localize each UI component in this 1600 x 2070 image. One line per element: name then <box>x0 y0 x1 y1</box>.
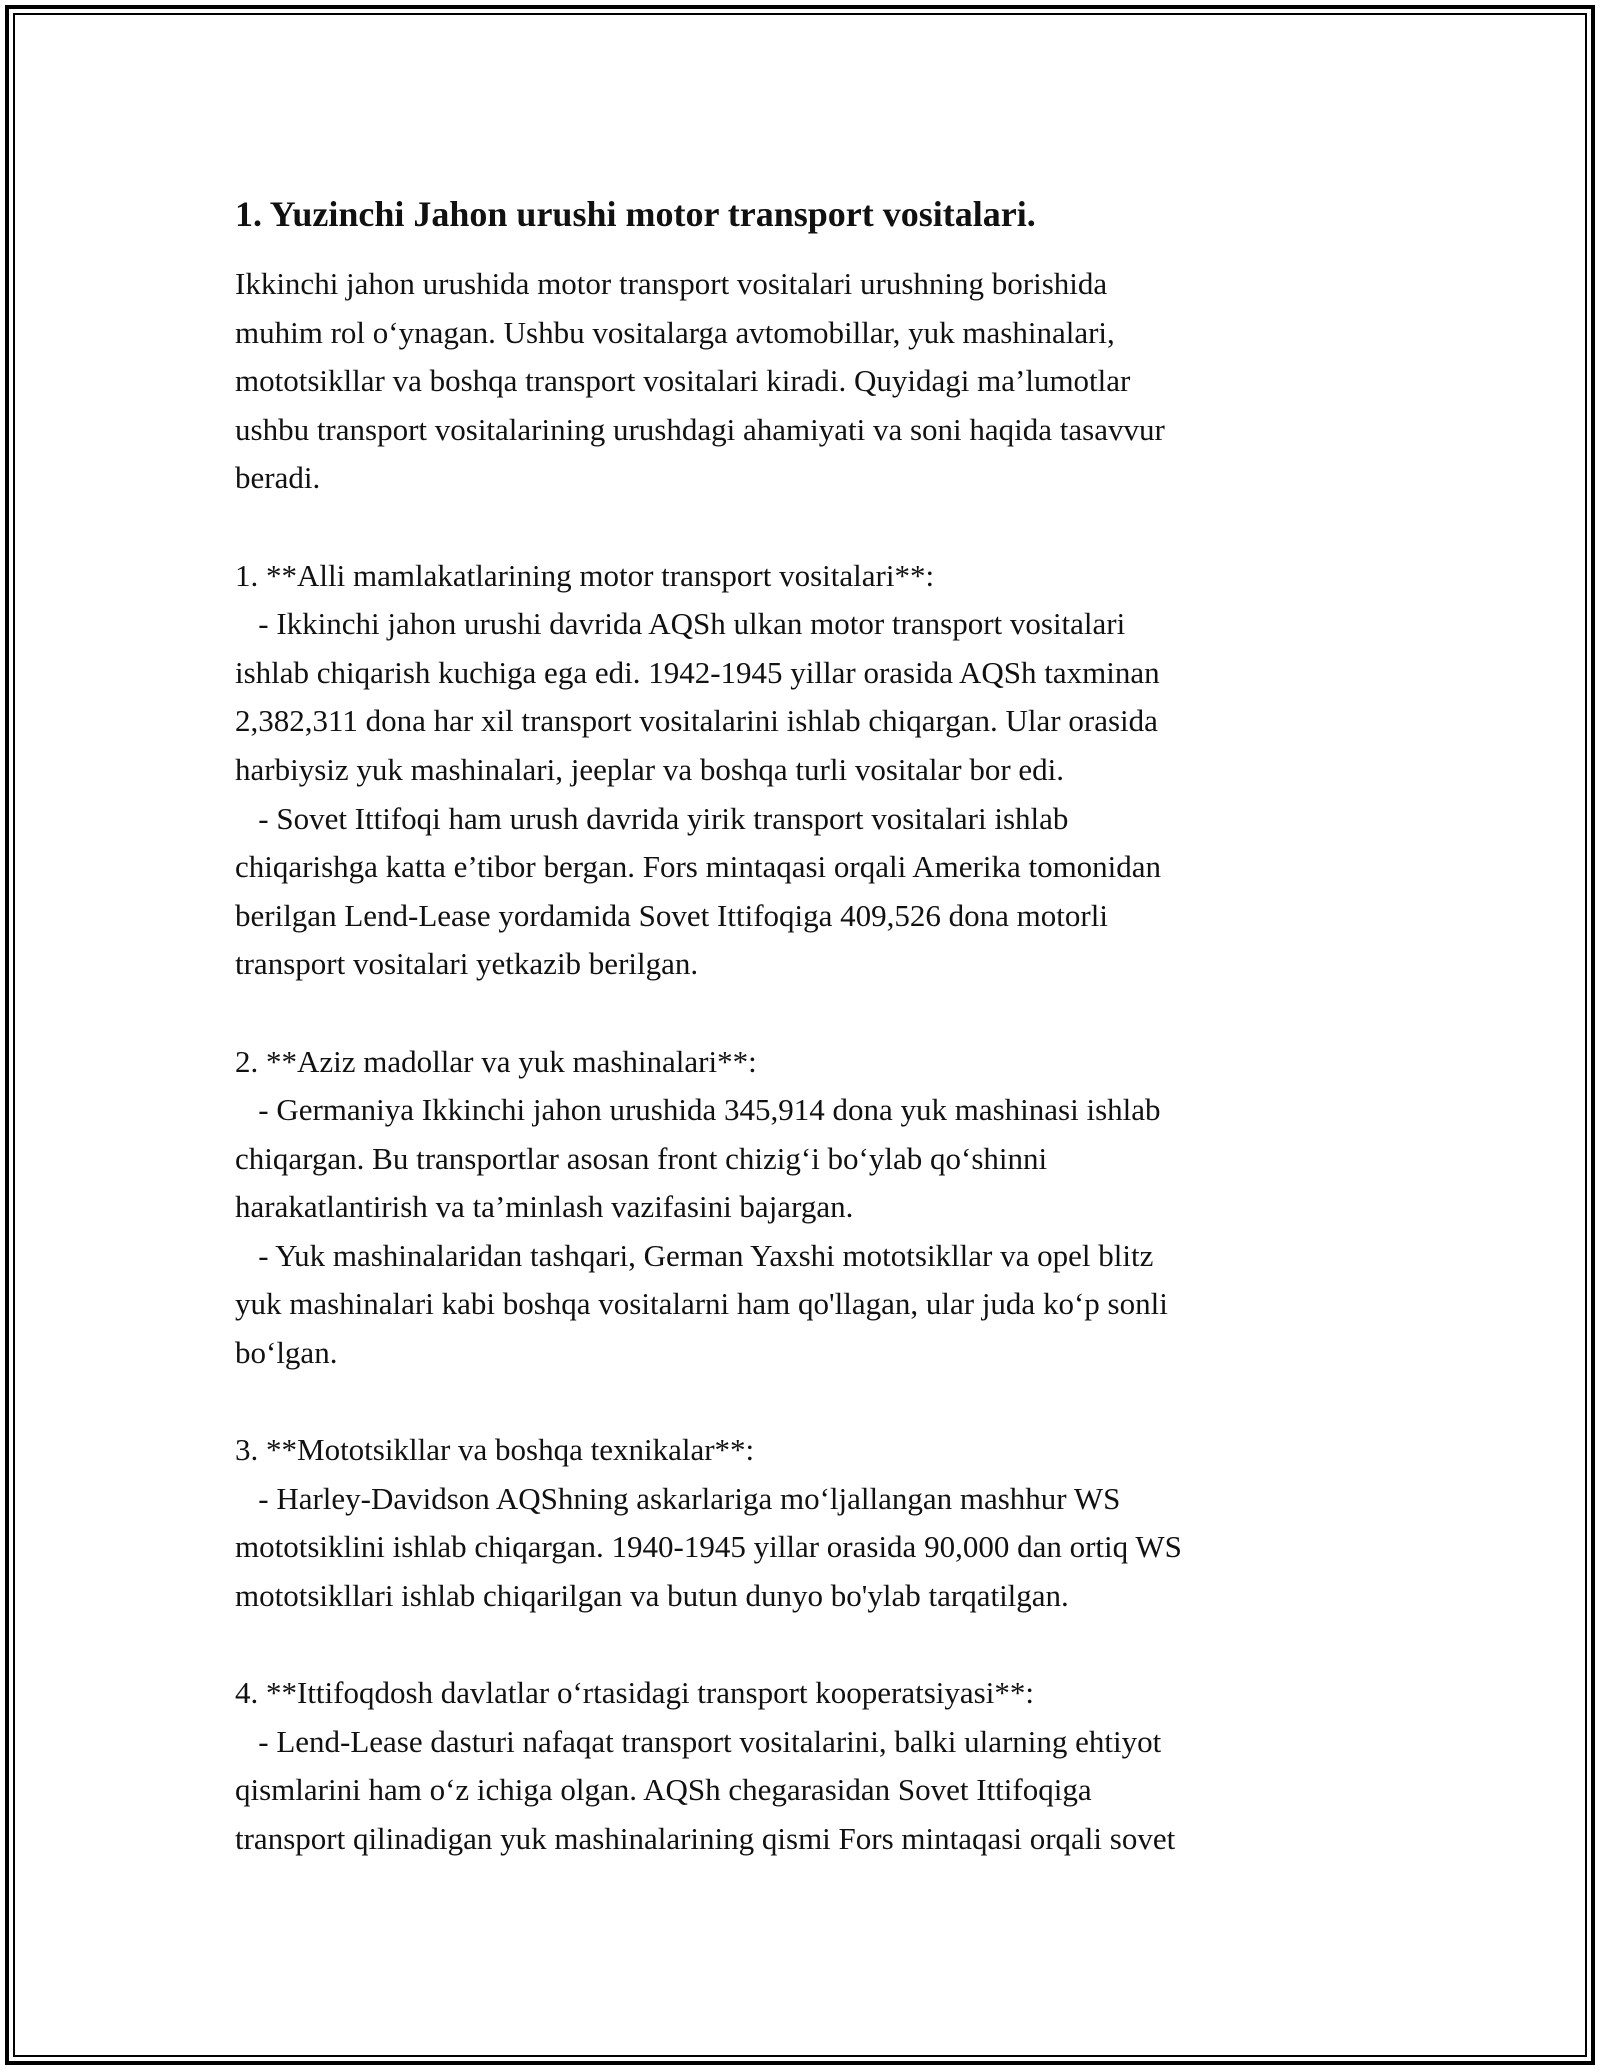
text-line: - Ikkinchi jahon urushi davrida AQSh ulkan motor transport vositalari <box>235 606 1126 642</box>
text-line: transport qilinadigan yuk mashinalarining qismi Fors mintaqasi orqali sovet <box>235 1821 1176 1856</box>
paragraph-spacer <box>235 1621 1375 1670</box>
text-line: yuk mashinalari kabi boshqa vositalarni ham qo'llagan, ular juda ko‘p sonli <box>235 1286 1168 1322</box>
section-heading: 1. **Alli mamlakatlarining motor transport vositalari**: <box>235 557 935 593</box>
paragraph-spacer <box>235 989 1375 1038</box>
text-line: bo‘lgan. <box>235 1335 338 1371</box>
section-2 <box>235 1038 1375 1378</box>
paragraph-spacer <box>235 1378 1375 1427</box>
text-line: mototsikllar va boshqa transport vositalari kiradi. Quyidagi ma’lumotlar <box>235 363 1131 399</box>
document-title: 1. Yuzinchi Jahon urushi motor transport vositalari. <box>235 194 1036 234</box>
intro-paragraph <box>235 260 1375 503</box>
text-line: Ikkinchi jahon urushida motor transport vositalari urushning borishida <box>235 266 1108 301</box>
text-line: berilgan Lend-Lease yordamida Sovet Ittifoqiga 409,526 dona motorli <box>235 897 1108 933</box>
section-heading: 4. **Ittifoqdosh davlatlar o‘rtasidagi transport kooperatsiyasi**: <box>235 1675 1034 1711</box>
text-line: chiqarishga katta e’tibor bergan. Fors mintaqasi orqali Amerika tomonidan <box>235 849 1162 885</box>
text-line: - Yuk mashinalaridan tashqari, German Yaxshi mototsikllar va opel blitz <box>235 1237 1154 1273</box>
text-line: ushbu transport vositalarining urushdagi ahamiyati va soni haqida tasavvur <box>235 411 1165 447</box>
text-line: - Germaniya Ikkinchi jahon urushida 345,914 dona yuk mashinasi ishlab <box>235 1092 1161 1128</box>
section-heading: 3. **Mototsikllar va boshqa texnikalar**: <box>235 1432 755 1468</box>
text-line: 2,382,311 dona har xil transport vositalarini ishlab chiqargan. Ular orasida <box>235 703 1158 739</box>
section-3 <box>235 1426 1375 1620</box>
text-line: - Sovet Ittifoqi ham urush davrida yirik transport vositalari ishlab <box>235 800 1069 836</box>
text-line: qismlarini ham o‘z ichiga olgan. AQSh chegarasidan Sovet Ittifoqiga <box>235 1772 1092 1808</box>
text-line: - Harley-Davidson AQShning askarlariga mo‘ljallangan mashhur WS <box>235 1480 1121 1516</box>
text-line: chiqargan. Bu transportlar asosan front chizig‘i bo‘ylab qo‘shinni <box>235 1140 1048 1176</box>
section-heading: 2. **Aziz madollar va yuk mashinalari**: <box>235 1043 757 1079</box>
text-line: - Lend-Lease dasturi nafaqat transport vositalarini, balki ularning ehtiyot <box>235 1723 1162 1759</box>
section-4 <box>235 1669 1375 1863</box>
text-line: mototsikllari ishlab chiqarilgan va butun dunyo bo'ylab tarqatilgan. <box>235 1578 1069 1614</box>
section-1 <box>235 552 1375 989</box>
text-line: harakatlantirish va ta’minlash vazifasini bajargan. <box>235 1189 854 1225</box>
text-line: muhim rol o‘ynagan. Ushbu vositalarga avtomobillar, yuk mashinalari, <box>235 314 1115 350</box>
paragraph-spacer <box>235 503 1375 552</box>
text-line: beradi. <box>235 460 321 496</box>
text-line: transport vositalari yetkazib berilgan. <box>235 946 699 982</box>
text-line: mototsiklini ishlab chiqargan. 1940-1945 yillar orasida 90,000 dan ortiq WS <box>235 1529 1182 1565</box>
text-line: ishlab chiqarish kuchiga ega edi. 1942-1945 yillar orasida AQSh taxminan <box>235 654 1160 690</box>
document-body <box>235 190 1375 1864</box>
text-line: harbiysiz yuk mashinalari, jeeplar va boshqa turli vositalar bor edi. <box>235 751 1065 787</box>
